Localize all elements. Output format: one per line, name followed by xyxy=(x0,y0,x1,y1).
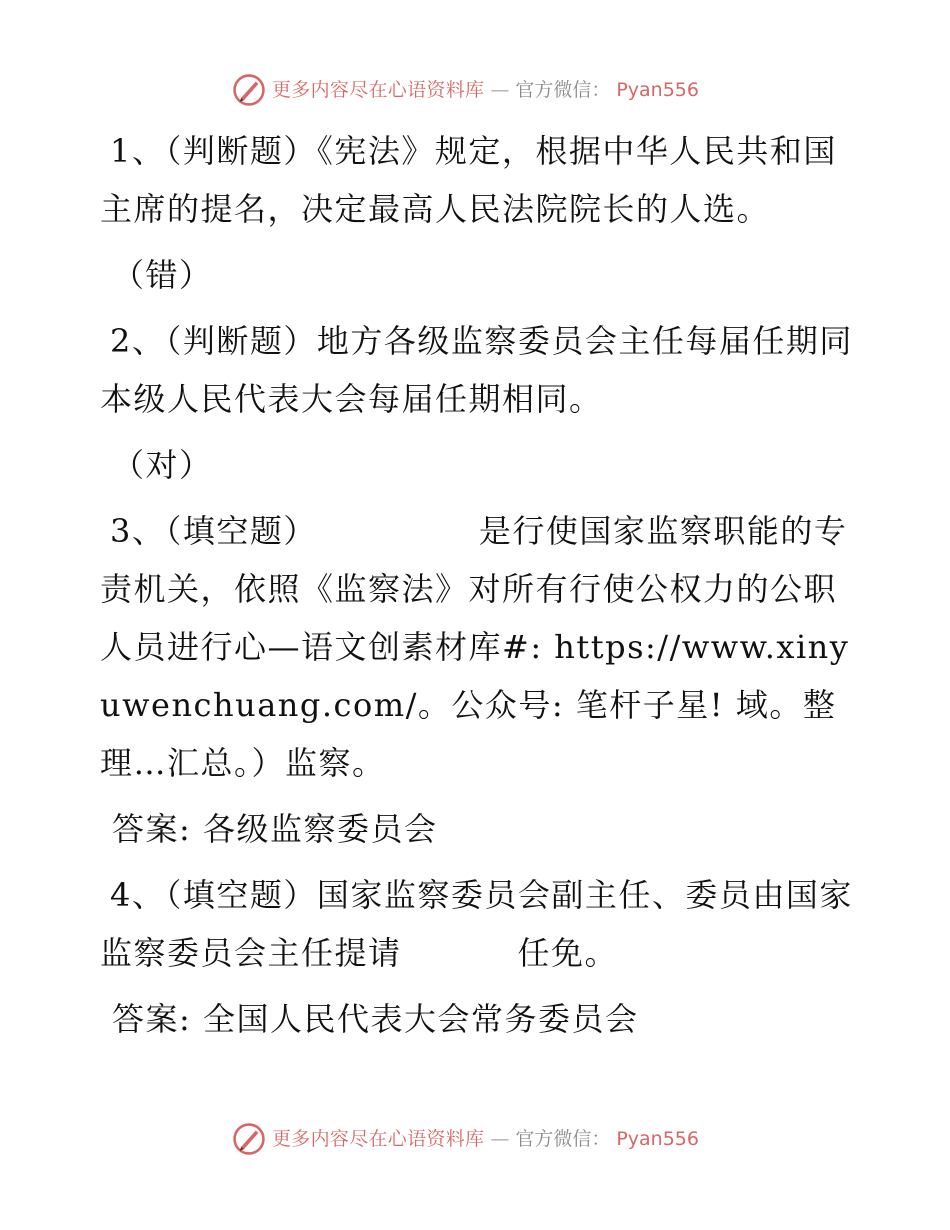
question-1 xyxy=(100,122,860,238)
question-2 xyxy=(100,312,860,428)
document-body xyxy=(100,122,860,1048)
answer-text: 答案: 各级监察委员会 xyxy=(112,810,438,848)
pen-logo-icon xyxy=(232,73,266,107)
question-text: 《宪法》规定，根据中华人民共和国主席的提名，决定最高人民法院院长的人选。 xyxy=(100,132,837,228)
answer-text: 答案: 全国人民代表大会常务委员会 xyxy=(112,1000,639,1038)
question-number: 2、 xyxy=(110,322,166,360)
answer-result: （错） xyxy=(112,256,213,294)
watermark-brand-text: 更多内容尽在心语资料库 xyxy=(272,1127,485,1150)
watermark-official-label: 官方微信： xyxy=(515,78,611,101)
watermark-official-label: 官方微信： xyxy=(515,1127,611,1150)
question-number: 3、 xyxy=(110,512,166,550)
question-number: 4、 xyxy=(110,876,166,914)
question-text: 是行使国家监察职能的专责机关，依照《监察法》对所有行使公权力的公职人员进行心—语文创素材库#: https://www.xinyuwenchuang.com/。公众号: 笔杆子星! 域。整理…汇总。）监察。 xyxy=(100,512,850,782)
watermark-handle: Pyan556 xyxy=(616,1127,699,1150)
question-text-before-blank: 国家监察委员会副主任、委员由国家监察委员会主任提请 xyxy=(100,876,853,972)
question-type: （判断题） xyxy=(165,322,317,360)
question-number: 1、 xyxy=(110,132,166,170)
pen-logo-icon xyxy=(232,1122,266,1156)
question-text-after-blank: 任免。 xyxy=(517,934,619,972)
question-type: （填空题） xyxy=(165,512,317,550)
footer-watermark xyxy=(232,1119,699,1159)
watermark-dash: — xyxy=(490,78,510,101)
watermark-dash: — xyxy=(490,1127,510,1150)
question-text: 地方各级监察委员会主任每届任期同本级人民代表大会每届任期相同。 xyxy=(100,322,853,418)
question-type: （填空题） xyxy=(165,876,317,914)
question-4 xyxy=(100,866,860,982)
question-type: （判断题） xyxy=(165,132,317,170)
question-3 xyxy=(100,502,860,792)
watermark-brand-text: 更多内容尽在心语资料库 xyxy=(272,78,485,101)
header-watermark xyxy=(232,70,699,110)
watermark-handle: Pyan556 xyxy=(616,78,699,101)
answer-result: （对） xyxy=(112,446,213,484)
